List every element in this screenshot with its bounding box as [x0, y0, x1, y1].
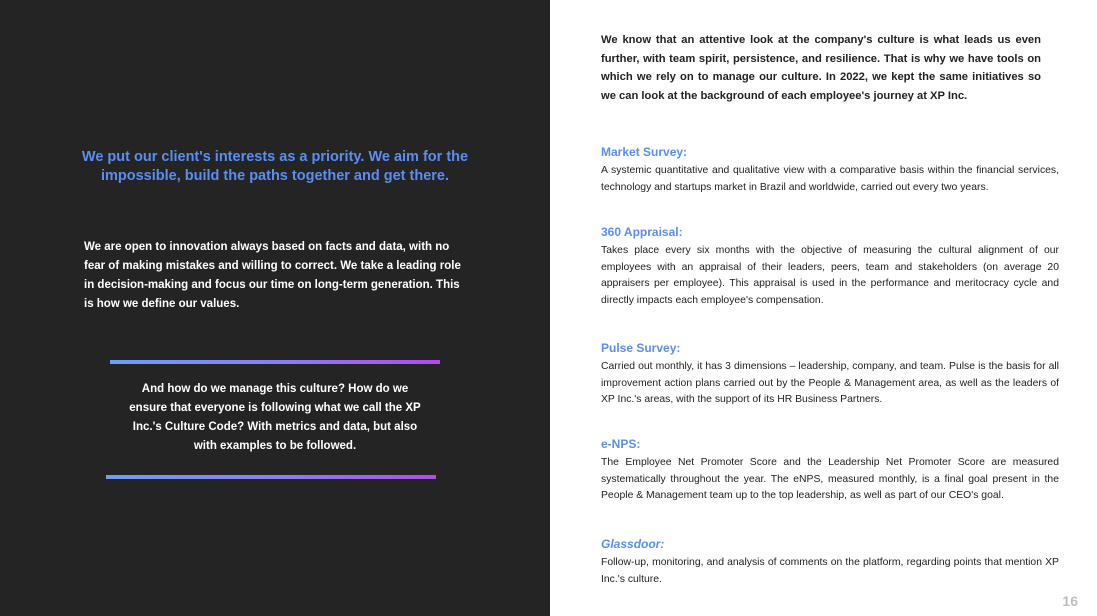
- section-title: Market Survey:: [601, 145, 688, 159]
- section-pulse-survey: [601, 341, 1059, 409]
- intro-paragraph: We know that an attentive look at the company's culture is what leads us even further, with team spirit, persistence, and resilience. That is why we have tools on which we rely on to manage our culture. In 2022, we kept the same initiatives so we can look at the background of each employee's journey at XP Inc.: [601, 34, 1041, 102]
- section-title: e-NPS:: [601, 437, 641, 451]
- top-gradient-divider: [110, 360, 440, 364]
- section-body: Takes place every six months with the objective of measuring the cultural alignment of our employees with an appraisal of their leaders, peers, team and stakeholders (on average 20 appraisers per employee). This appraisal is used in the performance and meritocracy cycle and directly impacts each employee's compensation.: [601, 245, 1059, 306]
- section-glassdoor: [601, 537, 1059, 588]
- section-360-appraisal: [601, 225, 1059, 309]
- section-market-survey: [601, 145, 1059, 196]
- section-body: A systemic quantitative and qualitative view with a comparative basis within the financial services, technology and startups market in Brazil and worldwide, carried out every two years.: [601, 165, 1059, 193]
- bottom-gradient-divider: [106, 475, 436, 479]
- section-body: Follow-up, monitoring, and analysis of comments on the platform, regarding points that mention XP Inc.'s culture.: [601, 557, 1059, 585]
- section-body: The Employee Net Promoter Score and the Leadership Net Promoter Score are measured systematically throughout the year. The eNPS, measured monthly, is a final goal present in the People & Management team up to the top leadership, as well as part of our CEO's goal.: [601, 457, 1059, 502]
- section-title: Pulse Survey:: [601, 341, 681, 355]
- section-e-nps: [601, 437, 1059, 505]
- section-body: Carried out monthly, it has 3 dimensions – leadership, company, and team. Pulse is the basis for all improvement action plans carried out by the People & Management area, as well as the leaders of XP Inc.'s areas, with the support of its HR Business Partners.: [601, 361, 1059, 406]
- culture-question: And how do we manage this culture? How do we ensure that everyone is following what we call the XP Inc.'s Culture Code? With metrics and data, but also with examples to be followed.: [129, 383, 421, 452]
- page-number: 16: [1062, 593, 1078, 609]
- headline: We put our client's interests as a priority. We aim for the impossible, build the paths together and get there.: [81, 149, 469, 184]
- section-title: Glassdoor:: [601, 537, 665, 551]
- section-title: 360 Appraisal:: [601, 225, 683, 239]
- values-paragraph: We are open to innovation always based on facts and data, with no fear of making mistakes and willing to correct. We take a leading role in decision-making and focus our time on long-term generation. This is how we define our values.: [84, 241, 461, 310]
